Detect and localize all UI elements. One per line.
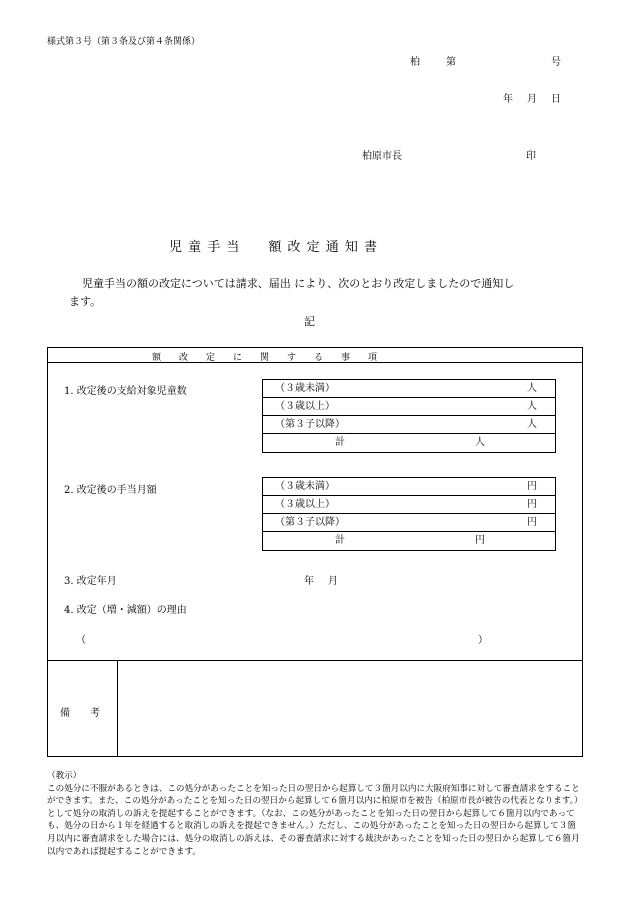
notice-title: （教示） bbox=[47, 771, 82, 781]
remarks-label: 備 考 bbox=[60, 708, 100, 719]
row-unit: 人 bbox=[527, 383, 537, 394]
table-header: 額 改 定 に 関 す る 事 項 bbox=[152, 353, 378, 363]
table-row-total bbox=[263, 532, 555, 550]
table-row bbox=[263, 380, 555, 398]
row-unit: 人 bbox=[475, 437, 485, 448]
doc-number-prefix: 柏 bbox=[410, 57, 420, 68]
row-unit: 円 bbox=[527, 499, 537, 510]
row-label: （第３子以降） bbox=[275, 419, 345, 430]
row-label: （３歳以上） bbox=[275, 401, 335, 412]
row-unit: 円 bbox=[527, 517, 537, 528]
ki-label: 記 bbox=[304, 315, 315, 328]
remarks-divider bbox=[47, 660, 583, 661]
intro-text-line1: 児童手当の額の改定については請求、届出 により、次のとおり改定しましたので通知し bbox=[82, 277, 515, 290]
doc-number-dai: 第 bbox=[446, 57, 456, 68]
intro-text-line2: ます。 bbox=[69, 295, 102, 308]
item-reason-label: 4. 改定（増・減額）の理由 bbox=[64, 605, 187, 616]
revision-year-unit: 年 bbox=[304, 576, 314, 587]
table-row bbox=[263, 478, 555, 496]
table-row bbox=[263, 416, 555, 434]
row-unit: 人 bbox=[527, 419, 537, 430]
row-unit: 人 bbox=[527, 401, 537, 412]
child-count-table bbox=[262, 379, 556, 453]
row-label: （３歳以上） bbox=[275, 499, 335, 510]
row-label: （３歳未満） bbox=[275, 383, 335, 394]
monthly-amount-table bbox=[262, 477, 556, 551]
date-year: 年 bbox=[503, 94, 513, 105]
row-label: 計 bbox=[335, 437, 345, 448]
remarks-column-divider bbox=[117, 660, 118, 757]
issuer-name: 柏原市長 bbox=[362, 151, 402, 162]
table-row-total bbox=[263, 434, 555, 452]
doc-number-go: 号 bbox=[551, 57, 561, 68]
reason-close-paren: ） bbox=[478, 635, 488, 646]
row-label: 計 bbox=[335, 535, 345, 546]
revision-month-unit: 月 bbox=[328, 576, 338, 587]
row-unit: 円 bbox=[527, 481, 537, 492]
row-label: （３歳未満） bbox=[275, 481, 335, 492]
document-title: 児 童 手 当 額 改 定 通 知 書 bbox=[169, 240, 379, 255]
row-unit: 円 bbox=[475, 535, 485, 546]
table-row bbox=[263, 496, 555, 514]
item-revision-month-label: 3. 改定年月 bbox=[64, 576, 117, 587]
table-row bbox=[263, 398, 555, 416]
row-label: （第３子以降） bbox=[275, 517, 345, 528]
item-monthly-amount-label: 2. 改定後の手当月額 bbox=[64, 485, 157, 496]
item-child-count-label: 1. 改定後の支給対象児童数 bbox=[64, 386, 187, 397]
reason-open-paren: （ bbox=[76, 635, 86, 646]
form-number: 様式第３号（第３条及び第４条関係） bbox=[47, 37, 201, 47]
appeal-notice bbox=[47, 770, 583, 858]
table-row bbox=[263, 514, 555, 532]
seal-mark: 印 bbox=[526, 151, 536, 162]
notice-body: この処分に不服があるときは、この処分があったことを知った日の翌日から起算して３箇月以内に大阪府知事に対して審査請求をすることができます。また、この処分があったことを知った日の翌日から起算して６箇月以内に柏原市を被告（柏原市長が被告の代表となります。）として処分の取消しの訴えを提起することができます。（なお、この処分があったことを知った日の翌日から起算して６箇月以内であっても、処分の日から１年を経過すると取消しの訴えを提起できません。）ただし、この処分があったことを知った日の翌日から起算して３箇月以内に審査請求をした場合には、処分の取消しの訴えは、その審査請求に対する裁決があったことを知った日の翌日から起算して６箇月以内であれば提起することができます。 bbox=[47, 783, 583, 857]
date-month: 月 bbox=[527, 94, 537, 105]
date-day: 日 bbox=[551, 94, 561, 105]
